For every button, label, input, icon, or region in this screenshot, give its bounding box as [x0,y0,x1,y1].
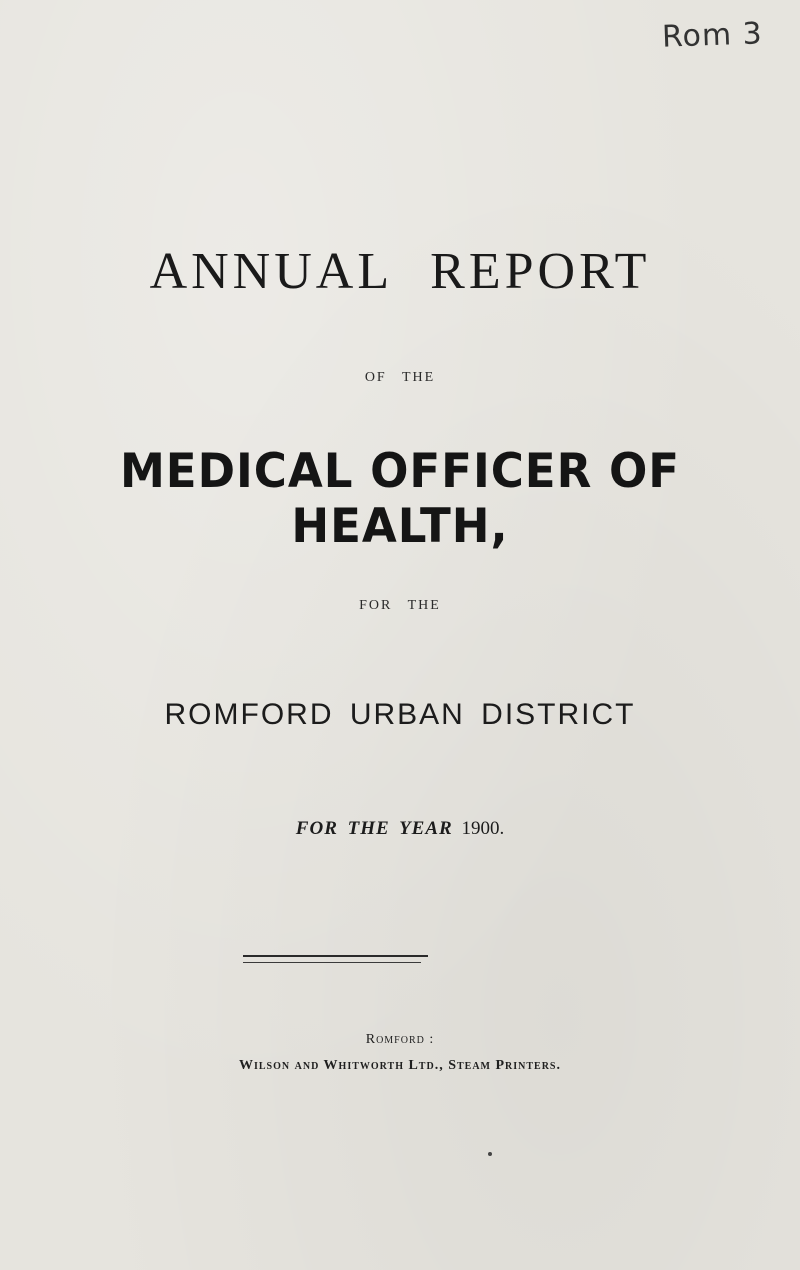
of-the-line: OF THE [364,370,436,385]
district-name: ROMFORD URBAN DISTRICT [164,698,636,731]
report-title: ANNUAL REPORT [149,243,651,300]
office-title: MEDICAL OFFICER OF HEALTH, [119,444,681,554]
imprint-place: Romford : [365,1032,435,1047]
for-the-line: FOR THE [359,598,441,613]
year-value: 1900. [461,818,505,839]
imprint-printer: Wilson and Whitworth Ltd., Steam Printers. [239,1058,561,1073]
divider-rule-thin [243,962,421,963]
archive-reference-mark: Rom 3 [661,16,764,55]
year-prefix: FOR THE YEAR [295,818,453,839]
divider-rule [243,955,428,957]
report-year-line [0,818,800,840]
ink-speck [488,1152,492,1156]
